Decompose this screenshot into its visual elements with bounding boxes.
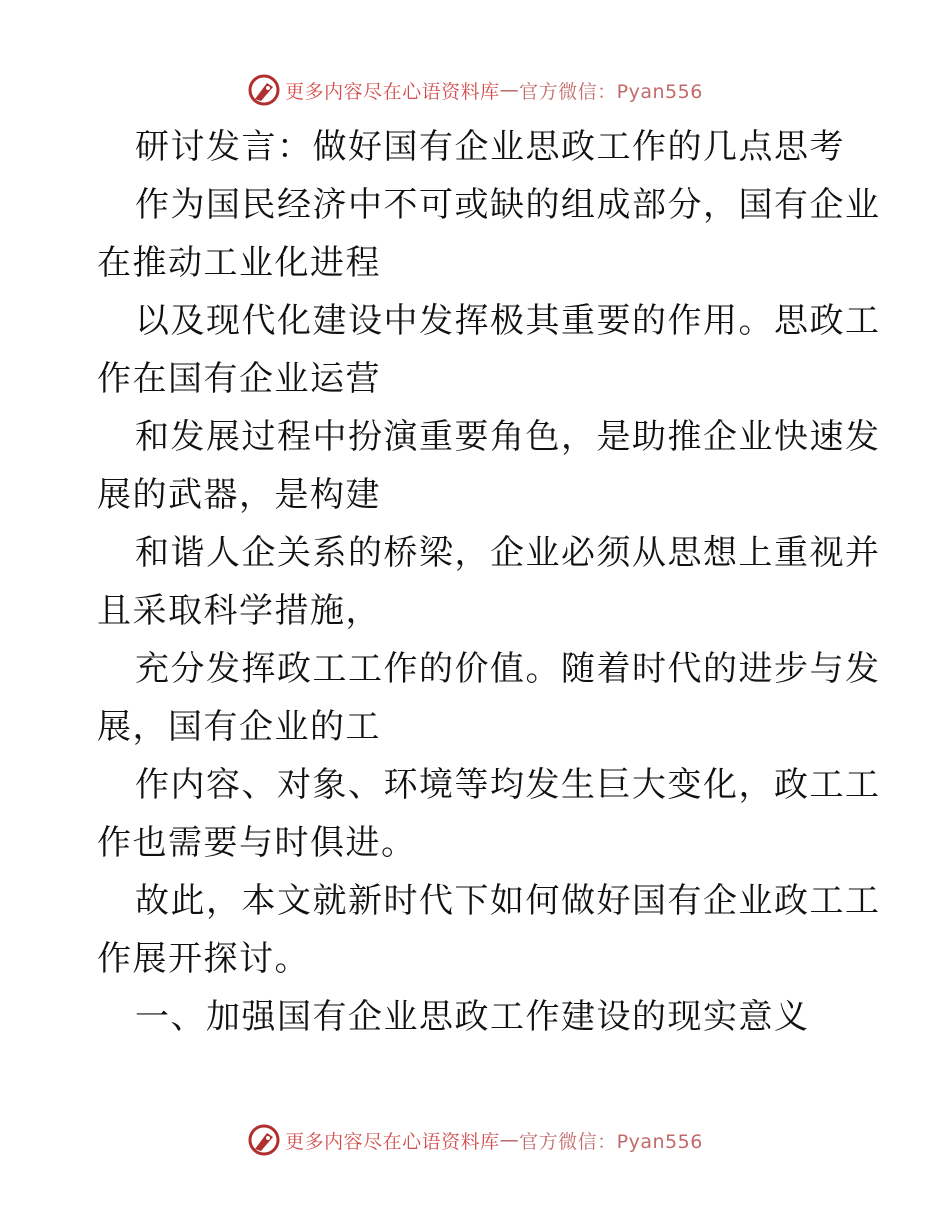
pen-nib-logo-icon xyxy=(247,1123,281,1157)
paragraph-line: 展，国有企业的工 xyxy=(97,707,381,747)
paragraph-line: 和谐人企关系的桥梁，企业必须从思想上重视并 xyxy=(135,533,881,573)
paragraph-line: 作内容、对象、环境等均发生巨大变化，政工工 xyxy=(135,765,881,805)
document-title: 研讨发言：做好国有企业思政工作的几点思考 xyxy=(135,127,845,167)
paragraph-line: 且采取科学措施， xyxy=(97,591,381,631)
paragraph-line: 故此，本文就新时代下如何做好国有企业政工工 xyxy=(135,881,881,921)
watermark-separator: — xyxy=(499,79,520,101)
paragraph-line: 作在国有企业运营 xyxy=(97,359,381,399)
header-watermark xyxy=(0,70,950,110)
watermark-suffix: 官方微信：Pyan556 xyxy=(519,80,703,103)
section-heading: 一、加强国有企业思政工作建设的现实意义 xyxy=(135,997,810,1037)
paragraph-line: 以及现代化建设中发挥极其重要的作用。思政工 xyxy=(135,301,881,341)
watermark-suffix: 官方微信：Pyan556 xyxy=(519,1130,703,1153)
paragraph-line: 展的武器，是构建 xyxy=(97,475,381,515)
paragraph-line: 和发展过程中扮演重要角色，是助推企业快速发 xyxy=(135,417,881,457)
footer-watermark xyxy=(0,1120,950,1160)
watermark-text: 更多内容尽在心语资料库 xyxy=(285,80,500,103)
paragraph-line: 作展开探讨。 xyxy=(97,939,310,979)
pen-nib-logo-icon xyxy=(247,73,281,107)
paragraph-line: 作也需要与时俱进。 xyxy=(97,823,417,863)
paragraph-line: 充分发挥政工工作的价值。随着时代的进步与发 xyxy=(135,649,881,689)
paragraph-line: 作为国民经济中不可或缺的组成部分，国有企业 xyxy=(135,185,881,225)
document-body xyxy=(97,118,881,1046)
watermark-text: 更多内容尽在心语资料库 xyxy=(285,1130,500,1153)
watermark-separator: — xyxy=(499,1129,520,1151)
paragraph-line: 在推动工业化进程 xyxy=(97,243,381,283)
